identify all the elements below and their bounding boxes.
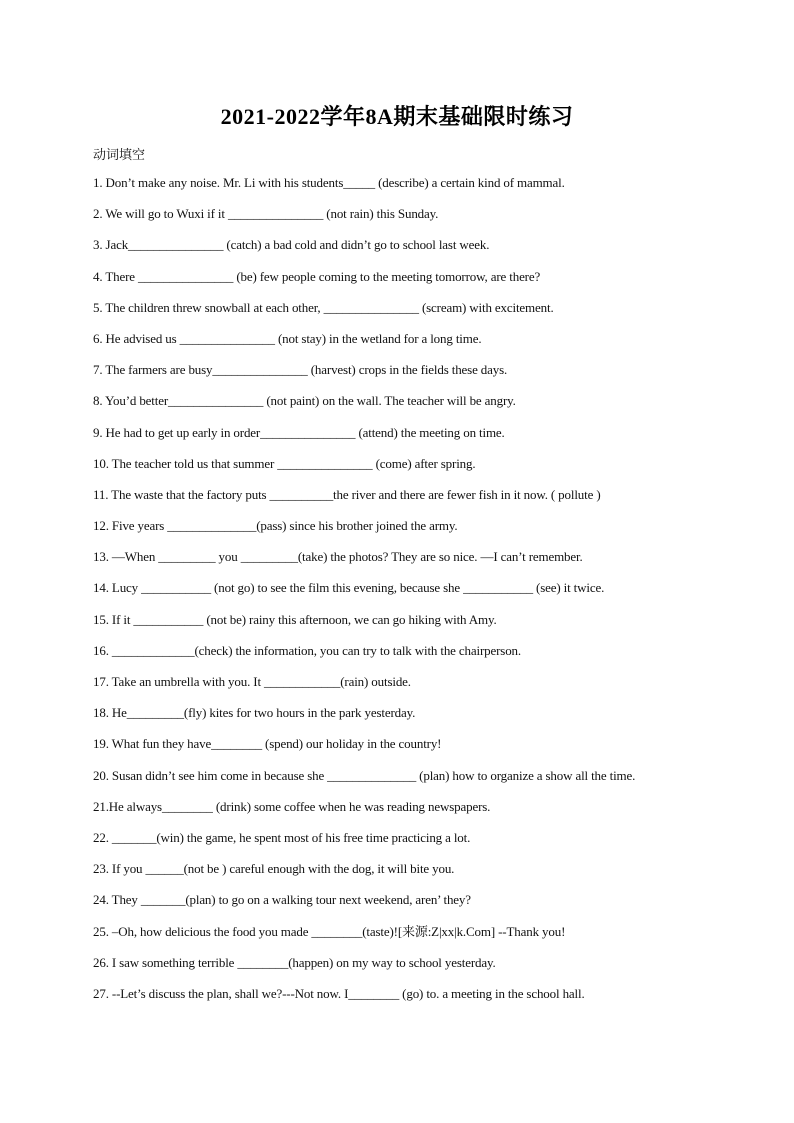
question-item: 8. You’d better_______________ (not paint) on the wall. The teacher will be angry.: [93, 393, 516, 409]
question-item: 2. We will go to Wuxi if it _______________ (not rain) this Sunday.: [93, 206, 439, 222]
question-item: 4. There _______________ (be) few people coming to the meeting tomorrow, are there?: [93, 268, 541, 284]
question-item: 17. Take an umbrella with you. It ____________(rain) outside.: [93, 674, 411, 689]
question-item: 21.He always________ (drink) some coffee when he was reading newspapers.: [93, 798, 491, 814]
question-item: 6. He advised us _______________ (not stay) in the wetland for a long time.: [93, 330, 482, 346]
question-list: [93, 174, 783, 1016]
question-item: 20. Susan didn’t see him come in because she ______________ (plan) how to organize a show all the time.: [93, 767, 636, 783]
question-item: 9. He had to get up early in order_______________ (attend) the meeting on time.: [93, 424, 505, 440]
question-item: 15. If it ___________ (not be) rainy this afternoon, we can go hiking with Amy.: [93, 611, 497, 627]
question-item: 23. If you ______(not be ) careful enough with the dog, it will bite you.: [93, 861, 455, 877]
question-item: 25. –Oh, how delicious the food you made ________(taste)![来源:Z|xx|k.Com] --Thank you!: [93, 923, 566, 939]
question-item: 12. Five years ______________(pass) since his brother joined the army.: [93, 518, 458, 534]
question-item: 22. _______(win) the game, he spent most of his free time practicing a lot.: [93, 829, 471, 845]
question-item: 5. The children threw snowball at each other, _______________ (scream) with excitement.: [93, 299, 554, 315]
question-item: 19. What fun they have________ (spend) our holiday in the country!: [93, 736, 442, 752]
question-item: 14. Lucy ___________ (not go) to see the film this evening, because she ___________ (see) it twice.: [93, 580, 605, 596]
question-item: 7. The farmers are busy_______________ (harvest) crops in the fields these days.: [93, 362, 508, 378]
worksheet-title: 2021-2022学年8A期末基础限时练习: [220, 104, 574, 129]
question-item: 18. He_________(fly) kites for two hours in the park yesterday.: [93, 705, 416, 721]
question-item: 26. I saw something terrible ________(happen) on my way to school yesterday.: [93, 954, 496, 970]
question-item: 13. —When _________ you _________(take) the photos? They are so nice. —I can’t remember.: [93, 549, 583, 565]
question-item: 24. They _______(plan) to go on a walking tour next weekend, aren’ they?: [93, 892, 471, 908]
section-label: 动词填空: [93, 148, 146, 163]
question-item: 11. The waste that the factory puts __________the river and there are fewer fish in it now. ( pollute ): [93, 486, 601, 502]
question-item: 3. Jack_______________ (catch) a bad cold and didn’t go to school last week.: [93, 237, 490, 253]
question-item: 16. _____________(check) the information, you can try to talk with the chairperson.: [93, 642, 521, 658]
question-item: 1. Don’t make any noise. Mr. Li with his students_____ (describe) a certain kind of mammal.: [93, 175, 565, 190]
question-item: 10. The teacher told us that summer _______________ (come) after spring.: [93, 455, 476, 471]
question-item: 27. --Let’s discuss the plan, shall we?---Not now. I________ (go) to. a meeting in the school hall.: [93, 985, 585, 1001]
